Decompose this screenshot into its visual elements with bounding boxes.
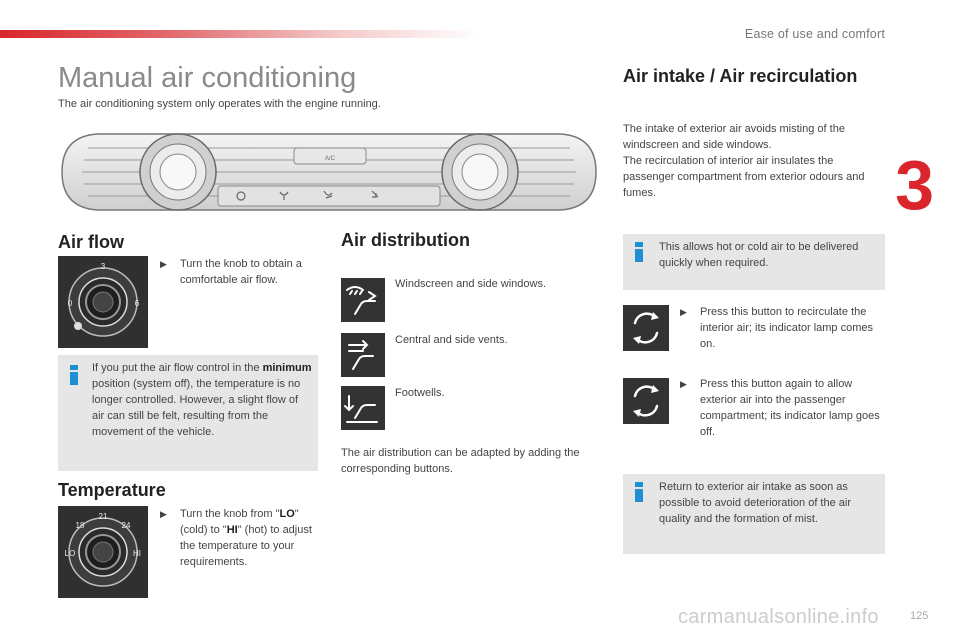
page-title: Manual air conditioning (58, 62, 357, 94)
windscreen-icon (341, 278, 385, 322)
air-flow-info-text: If you put the air flow control in the minimum position (system off), the temperature is no longer controlled. However, a slight flow of air can still be felt, resulting from the movement of the vehicle. (92, 362, 312, 438)
left-dial (140, 134, 216, 210)
air-intake-warning-text: Return to exterior air intake as soon as possible to avoid deterioration of the air quality and the formation of mist. (659, 481, 852, 525)
air-distribution-note: The air distribution can be adapted by adding the corresponding buttons. (341, 447, 580, 475)
air-intake-heading: Air intake / Air recirculation (623, 66, 858, 86)
svg-text:21: 21 (98, 512, 108, 521)
section-label: Ease of use and comfort (744, 27, 885, 41)
air-intake-info-text: This allows hot or cold air to be delivered quickly when required. (659, 241, 859, 269)
svg-text:6: 6 (134, 299, 140, 308)
info-icon (635, 482, 643, 502)
recirculation-off-icon (623, 378, 669, 424)
watermark: carmanualsonline.info (678, 606, 879, 628)
right-dial (442, 134, 518, 210)
page-number: 125 (910, 610, 929, 622)
temperature-heading: Temperature (58, 480, 166, 500)
air-intake-description: The intake of exterior air avoids misting of the windscreen and side windows. The recirculation of interior air insulates the passenger compartment from exterior odours and fumes. (623, 123, 865, 199)
air-distribution-heading: Air distribution (341, 230, 470, 250)
distribution-footwells-label: Footwells. (395, 387, 445, 399)
ac-label: A/C (324, 156, 336, 162)
svg-text:18: 18 (75, 521, 85, 530)
chapter-number: 3 (895, 146, 934, 224)
air-flow-dial-icon (58, 256, 148, 348)
svg-text:HI: HI (133, 549, 141, 558)
recirculate-off-instruction: ▶ Press this button again to allow exterior air into the passenger compartment; its indicator lamp goes off. (680, 378, 880, 438)
air-flow-instruction: ▶ Turn the knob to obtain a comfortable air flow. (160, 258, 302, 286)
info-icon (70, 365, 78, 385)
central-vents-icon (341, 333, 385, 377)
air-intake-info-box (623, 234, 885, 290)
air-flow-info-box (58, 355, 318, 471)
air-intake-warning-box (623, 474, 885, 554)
recirculation-icon (623, 305, 669, 351)
temperature-dial-icon (58, 506, 148, 598)
intro-text: The air conditioning system only operates with the engine running. (58, 98, 381, 110)
svg-text:24: 24 (121, 521, 131, 530)
footwells-icon (341, 386, 385, 430)
air-flow-heading: Air flow (58, 232, 124, 252)
distribution-windscreen-label: Windscreen and side windows. (395, 278, 547, 290)
recirculate-on-instruction: ▶ Press this button to recirculate the interior air; its indicator lamp comes on. (680, 306, 874, 350)
header-accent-bar (0, 30, 480, 38)
info-icon (635, 242, 643, 262)
temperature-instruction: ▶ Turn the knob from "LO" (cold) to "HI" (hot) to adjust the temperature to your requirements. (160, 508, 312, 568)
control-panel-illustration (58, 128, 600, 214)
svg-text:LO: LO (64, 549, 76, 558)
svg-text:3: 3 (100, 262, 106, 271)
svg-text:0: 0 (67, 299, 73, 308)
distribution-central-label: Central and side vents. (395, 334, 508, 346)
